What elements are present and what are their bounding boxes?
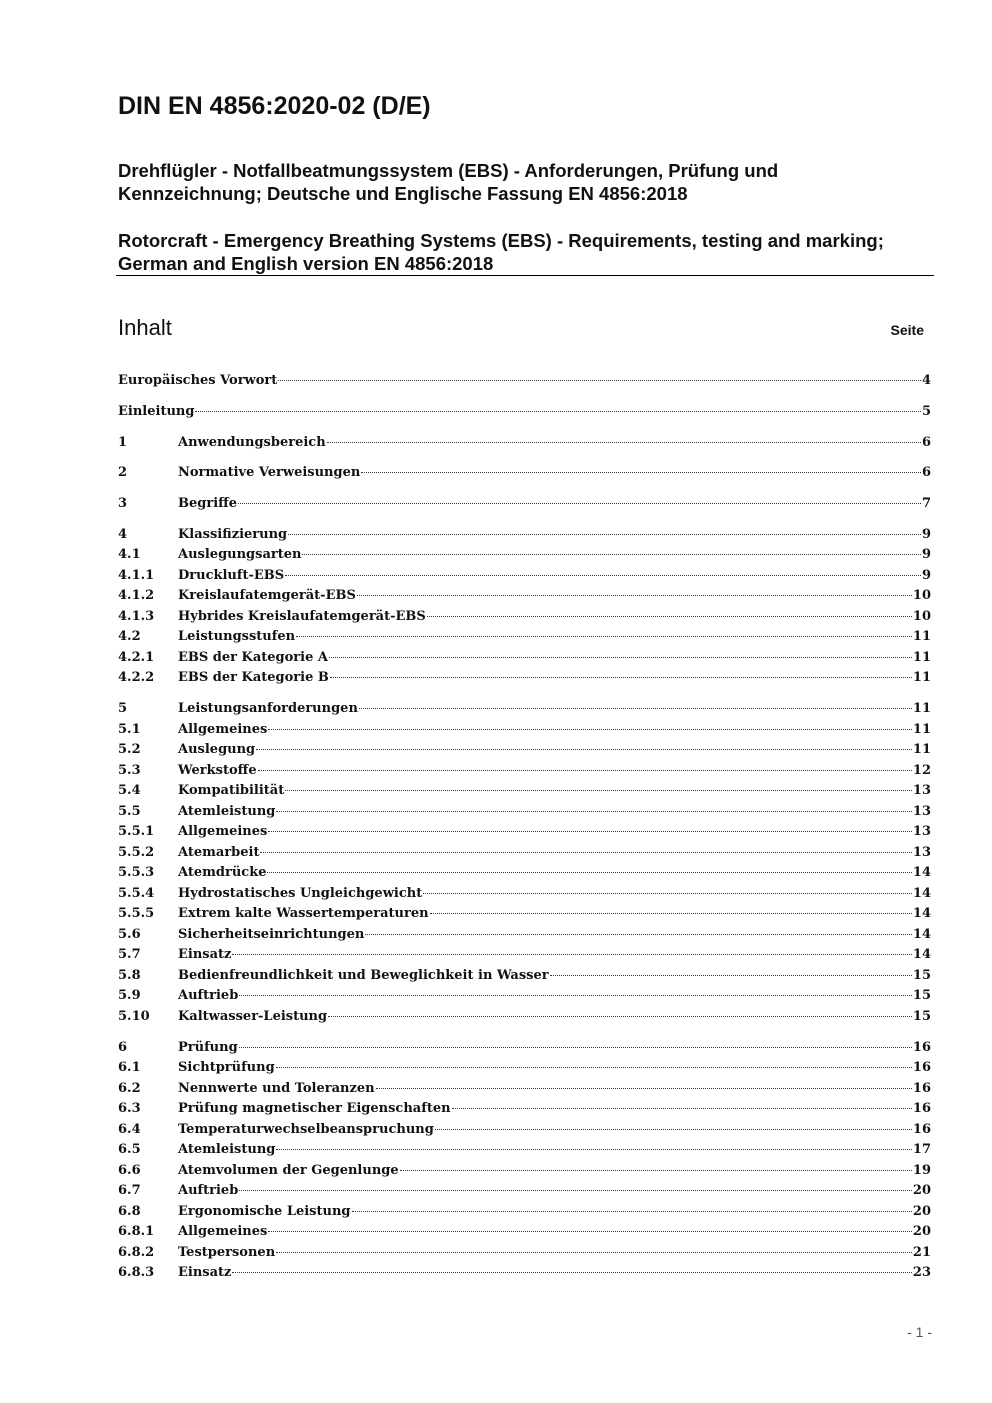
title-divider: [116, 275, 934, 276]
toc-entry-title: Europäisches Vorwort: [118, 373, 278, 388]
toc-entry-number: 5.5.2: [118, 844, 155, 860]
toc-entry-number: 4.1.2: [118, 588, 155, 604]
document-subtitle-english: Rotorcraft - Emergency Breathing Systems (EBS) - Requirements, testing and marking; German and English version EN 4856:2018: [118, 230, 884, 274]
toc-entry-page: 23: [912, 1265, 931, 1281]
document-title: DIN EN 4856:2020-02 (D/E): [118, 92, 431, 120]
toc-entry-number: 6.8.3: [118, 1265, 155, 1281]
toc-dot-leader: [267, 871, 911, 873]
toc-dot-leader: [260, 851, 911, 853]
toc-dot-leader: [232, 953, 911, 955]
toc-entry-title: Sichtprüfung: [178, 1060, 275, 1076]
toc-entry-title: EBS der Kategorie A: [178, 649, 328, 665]
toc-entry-page: 11: [912, 701, 931, 717]
toc-entry-number: 5.5.1: [118, 824, 155, 840]
toc-dot-leader: [276, 810, 912, 812]
toc-entry-number: 2: [118, 465, 128, 481]
toc-entry[interactable]: [118, 1038, 931, 1059]
toc-entry-title: Leistungsanforderungen: [178, 701, 358, 717]
toc-entry-number: 4.1.1: [118, 567, 155, 583]
toc-entry-number: 6.8: [118, 1203, 141, 1219]
toc-entry[interactable]: [118, 494, 931, 515]
toc-entry[interactable]: [118, 904, 931, 925]
toc-entry[interactable]: [118, 566, 931, 587]
toc-entry-page: 20: [912, 1203, 931, 1219]
toc-entry-title: Auftrieb: [178, 988, 239, 1004]
toc-entry-title: Hydrostatisches Ungleichgewicht: [178, 885, 423, 901]
toc-entry-page: 9: [921, 547, 931, 563]
toc-entry-page: 14: [912, 906, 931, 922]
toc-entry[interactable]: [118, 1161, 931, 1182]
toc-entry-title: EBS der Kategorie B: [178, 670, 329, 686]
toc-dot-leader: [288, 533, 921, 535]
toc-entry[interactable]: [118, 1181, 931, 1202]
toc-entry[interactable]: [118, 371, 931, 392]
toc-entry[interactable]: [118, 1058, 931, 1079]
toc-entry-title: Auslegung: [178, 742, 256, 758]
toc-page-column-heading: Seite: [890, 322, 924, 338]
toc-entry-number: 6: [118, 1039, 128, 1055]
toc-dot-leader: [256, 748, 912, 750]
toc-entry-title: Allgemeines: [178, 721, 268, 737]
toc-entry-title: Atemleistung: [178, 803, 276, 819]
toc-entry-page: 6: [921, 434, 931, 450]
toc-dot-leader: [550, 974, 912, 976]
toc-dot-leader: [232, 1271, 911, 1273]
toc-entry-number: 5.9: [118, 988, 141, 1004]
toc-dot-leader: [430, 912, 912, 914]
toc-entry-number: 6.8.1: [118, 1224, 155, 1240]
toc-entry-title: Einsatz: [178, 1265, 232, 1281]
toc-entry[interactable]: [118, 884, 931, 905]
toc-dot-leader: [268, 1230, 912, 1232]
toc-dot-leader: [296, 635, 912, 637]
toc-dot-leader: [328, 1015, 912, 1017]
toc-entry-title: Extrem kalte Wassertemperaturen: [178, 906, 429, 922]
toc-entry-number: 5.6: [118, 926, 141, 942]
toc-entry-title: Anwendungsbereich: [178, 434, 326, 450]
toc-dot-leader: [238, 502, 921, 504]
toc-entry-page: 7: [921, 496, 931, 512]
toc-dot-leader: [268, 830, 912, 832]
toc-entry-title: Prüfung magnetischer Eigenschaften: [178, 1101, 451, 1117]
toc-entry-number: 5.8: [118, 967, 141, 983]
toc-entry-page: 12: [912, 762, 931, 778]
toc-entry-title: Kompatibilität: [178, 783, 285, 799]
toc-entry-title: Atemarbeit: [178, 844, 260, 860]
toc-entry[interactable]: [118, 627, 931, 648]
toc-entry-number: 5: [118, 701, 128, 717]
toc-entry[interactable]: [118, 545, 931, 566]
toc-dot-leader: [285, 789, 912, 791]
toc-entry[interactable]: [118, 1140, 931, 1161]
toc-entry-page: 14: [912, 885, 931, 901]
toc-entry-number: 5.5.3: [118, 865, 155, 881]
toc-entry[interactable]: [118, 1263, 931, 1284]
toc-dot-leader: [452, 1107, 912, 1109]
toc-entry-title: Sicherheitseinrichtungen: [178, 926, 365, 942]
toc-dot-leader: [239, 1189, 912, 1191]
toc-dot-leader: [239, 994, 912, 996]
toc-dot-leader: [361, 471, 921, 473]
toc-entry[interactable]: [118, 699, 931, 720]
toc-entry[interactable]: [118, 1007, 931, 1028]
toc-dot-leader: [330, 676, 912, 678]
toc-entry-title: Auftrieb: [178, 1183, 239, 1199]
toc-entry[interactable]: [118, 843, 931, 864]
toc-entry-title: Ergonomische Leistung: [178, 1203, 351, 1219]
toc-entry-number: 5.10: [118, 1008, 150, 1024]
page-number: - 1 -: [907, 1324, 932, 1340]
toc-entry-title: Klassifizierung: [178, 526, 288, 542]
toc-entry[interactable]: [118, 863, 931, 884]
toc-entry-number: 5.7: [118, 947, 141, 963]
toc-dot-leader: [195, 410, 921, 412]
toc-entry-title: Hybrides Kreislaufatemgerät-EBS: [178, 608, 426, 624]
toc-entry[interactable]: [118, 986, 931, 1007]
toc-entry-page: 14: [912, 926, 931, 942]
toc-entry-number: 4.2.2: [118, 670, 155, 686]
toc-dot-leader: [329, 656, 912, 658]
toc-entry-number: 6.8.2: [118, 1244, 155, 1260]
toc-entry-number: 5.5.4: [118, 885, 155, 901]
toc-entry-title: Normative Verweisungen: [178, 465, 361, 481]
toc-entry[interactable]: [118, 1243, 931, 1264]
toc-entry-title: Prüfung: [178, 1039, 238, 1055]
toc-entry-page: 4: [921, 373, 931, 388]
toc-entry-page: 10: [912, 588, 931, 604]
toc-entry-number: 5.2: [118, 742, 141, 758]
toc-entry-number: 4.2: [118, 629, 141, 645]
toc-entry-page: 11: [912, 721, 931, 737]
toc-entry-title: Einleitung: [118, 403, 195, 419]
toc-entry-title: Kaltwasser-Leistung: [178, 1008, 328, 1024]
toc-entry-number: 6.6: [118, 1162, 141, 1178]
toc-entry-page: 11: [912, 670, 931, 686]
table-of-contents: [118, 371, 931, 1284]
toc-dot-leader: [423, 892, 912, 894]
toc-entry-page: 5: [921, 403, 931, 419]
toc-entry[interactable]: [118, 1079, 931, 1100]
toc-entry-number: 6.7: [118, 1183, 141, 1199]
toc-entry[interactable]: [118, 1222, 931, 1243]
toc-entry-title: Auslegungsarten: [178, 547, 302, 563]
toc-entry-number: 4: [118, 526, 128, 542]
toc-entry[interactable]: [118, 781, 931, 802]
toc-entry-number: 4.1.3: [118, 608, 155, 624]
toc-entry-page: 15: [912, 1008, 931, 1024]
toc-entry-title: Temperaturwechselbeanspruchung: [178, 1121, 434, 1137]
toc-heading: Inhalt: [118, 315, 172, 340]
toc-entry-title: Leistungsstufen: [178, 629, 296, 645]
toc-entry-page: 15: [912, 988, 931, 1004]
toc-entry-page: 16: [912, 1039, 931, 1055]
toc-dot-leader: [359, 707, 912, 709]
toc-entry-number: 6.4: [118, 1121, 141, 1137]
toc-entry-page: 11: [912, 649, 931, 665]
toc-entry-number: 6.3: [118, 1101, 141, 1117]
toc-dot-leader: [427, 615, 912, 617]
toc-entry[interactable]: [118, 761, 931, 782]
toc-entry-title: Einsatz: [178, 947, 232, 963]
toc-entry-number: 5.4: [118, 783, 141, 799]
toc-entry-page: 10: [912, 608, 931, 624]
toc-dot-leader: [285, 574, 921, 576]
toc-entry-title: Atemleistung: [178, 1142, 276, 1158]
toc-dot-leader: [352, 1210, 912, 1212]
toc-entry-title: Begriffe: [178, 496, 238, 512]
toc-entry-page: 13: [912, 824, 931, 840]
toc-entry-page: 15: [912, 967, 931, 983]
toc-entry-page: 19: [912, 1162, 931, 1178]
toc-dot-leader: [258, 769, 912, 771]
toc-entry[interactable]: [118, 1120, 931, 1141]
toc-dot-leader: [302, 553, 920, 555]
toc-entry[interactable]: [118, 402, 931, 423]
toc-entry-page: 16: [912, 1121, 931, 1137]
toc-entry[interactable]: [118, 720, 931, 741]
toc-entry-page: 14: [912, 947, 931, 963]
toc-entry-number: 5.3: [118, 762, 141, 778]
toc-entry-title: Kreislaufatemgerät-EBS: [178, 588, 356, 604]
toc-entry[interactable]: [118, 925, 931, 946]
toc-entry[interactable]: [118, 1099, 931, 1120]
toc-dot-leader: [365, 933, 912, 935]
toc-entry-number: 4.2.1: [118, 649, 155, 665]
toc-entry-title: Atemdrücke: [178, 865, 267, 881]
toc-entry-page: 11: [912, 742, 931, 758]
toc-dot-leader: [376, 1087, 912, 1089]
toc-entry-title: Allgemeines: [178, 824, 268, 840]
toc-dot-leader: [276, 1148, 912, 1150]
toc-entry[interactable]: [118, 668, 931, 689]
toc-entry[interactable]: [118, 945, 931, 966]
toc-entry-page: 20: [912, 1183, 931, 1199]
toc-entry[interactable]: [118, 802, 931, 823]
toc-entry-page: 16: [912, 1080, 931, 1096]
toc-entry[interactable]: [118, 966, 931, 987]
toc-entry-page: 20: [912, 1224, 931, 1240]
toc-entry-number: 3: [118, 496, 128, 512]
toc-entry[interactable]: [118, 740, 931, 761]
toc-entry[interactable]: [118, 525, 931, 546]
toc-entry-number: 6.1: [118, 1060, 141, 1076]
toc-entry-title: Nennwerte und Toleranzen: [178, 1080, 375, 1096]
toc-entry-page: 13: [912, 803, 931, 819]
toc-entry-page: 6: [921, 465, 931, 481]
toc-entry-number: 6.2: [118, 1080, 141, 1096]
toc-entry[interactable]: [118, 822, 931, 843]
toc-entry-title: Atemvolumen der Gegenlunge: [178, 1162, 399, 1178]
toc-entry-title: Bedienfreundlichkeit und Beweglichkeit in Wasser: [178, 967, 549, 983]
toc-entry-page: 14: [912, 865, 931, 881]
toc-dot-leader: [276, 1251, 912, 1253]
toc-entry-page: 17: [912, 1142, 931, 1158]
toc-entry-page: 9: [921, 526, 931, 542]
toc-entry-page: 16: [912, 1060, 931, 1076]
toc-entry[interactable]: [118, 433, 931, 454]
toc-entry-page: 11: [912, 629, 931, 645]
document-subtitle-german: Drehflügler - Notfallbeatmungssystem (EBS) - Anforderungen, Prüfung und Kennzeichnung; Deutsche und Englische Fassung EN 4856:2018: [118, 160, 779, 204]
toc-entry[interactable]: [118, 648, 931, 669]
toc-entry-title: Testpersonen: [178, 1244, 276, 1260]
toc-entry-title: Werkstoffe: [178, 762, 257, 778]
toc-entry-page: 13: [912, 783, 931, 799]
toc-dot-leader: [327, 441, 921, 443]
toc-entry-number: 5.5.5: [118, 906, 155, 922]
toc-dot-leader: [276, 1066, 912, 1068]
toc-dot-leader: [357, 594, 912, 596]
toc-entry-number: 4.1: [118, 547, 141, 563]
toc-dot-leader: [268, 728, 912, 730]
toc-entry-page: 13: [912, 844, 931, 860]
toc-entry-number: 1: [118, 434, 128, 450]
toc-entry-title: Druckluft-EBS: [178, 567, 285, 583]
toc-entry-page: 9: [921, 567, 931, 583]
toc-dot-leader: [400, 1169, 912, 1171]
toc-entry-number: 5.1: [118, 721, 141, 737]
toc-dot-leader: [239, 1046, 912, 1048]
toc-entry-number: 5.5: [118, 803, 141, 819]
toc-entry[interactable]: [118, 607, 931, 628]
toc-entry-title: Allgemeines: [178, 1224, 268, 1240]
toc-dot-leader: [278, 379, 921, 381]
toc-entry[interactable]: [118, 586, 931, 607]
toc-entry-page: 16: [912, 1101, 931, 1117]
toc-entry[interactable]: [118, 463, 931, 484]
toc-dot-leader: [435, 1128, 912, 1130]
toc-entry[interactable]: [118, 1202, 931, 1223]
toc-entry-page: 21: [912, 1244, 931, 1260]
toc-entry-number: 6.5: [118, 1142, 141, 1158]
